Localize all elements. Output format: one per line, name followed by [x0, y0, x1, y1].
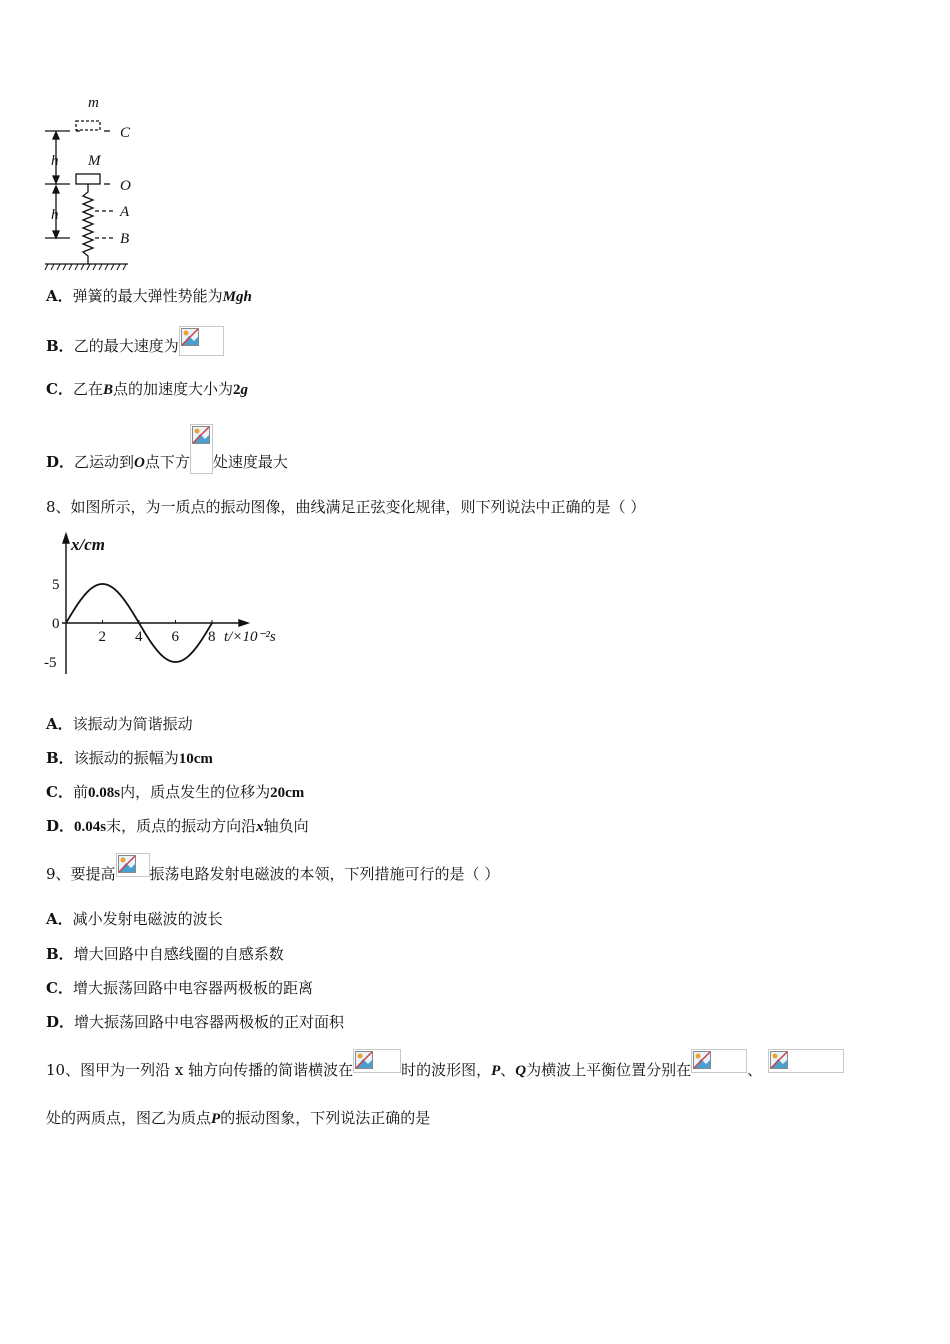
vibration-chart	[40, 530, 290, 680]
label-C: C	[120, 125, 131, 141]
q7-option-c: C．乙在B点的加速度大小为2g	[46, 380, 248, 398]
x-tick-label: 4	[135, 629, 143, 645]
x-tick-label: 6	[171, 629, 179, 645]
q9-option-b: B．增大回路中自感线圈的自感系数	[46, 945, 284, 963]
y-tick-label: -5	[44, 655, 57, 671]
broken-image-icon	[355, 1051, 373, 1069]
q7-option-b: B．乙的最大速度为	[46, 332, 224, 362]
broken-image-icon	[770, 1051, 788, 1069]
y-tick-label: 5	[52, 577, 60, 593]
label-B: B	[120, 231, 130, 247]
q9-option-a: A．减小发射电磁波的波长	[46, 910, 223, 928]
y-axis-label: x/cm	[71, 535, 105, 554]
q8-option-a: A．该振动为简谐振动	[46, 715, 193, 733]
label-h-lower: h	[51, 207, 59, 223]
q9-option-d: D．增大振荡回路中电容器两极板的正对面积	[46, 1013, 345, 1031]
q8-stem: 8、如图所示，为一质点的振动图像，曲线满足正弦变化规律，则下列说法中正确的是（ ）	[46, 498, 646, 516]
q9-stem: 9、要提高 振荡电路发射电磁波的本领，下列措施可行的是（ ）	[46, 863, 499, 887]
q10-stem-line1: 10、图甲为一列沿 x 轴方向传播的简谐横波在 时的波形图，P、Q为横波上平衡位置分别在 、	[46, 1059, 844, 1083]
x-axis-label: t/×10⁻²s	[224, 629, 276, 645]
q8-option-b: B．该振动的振幅为10cm	[46, 749, 213, 767]
broken-image-icon	[181, 328, 199, 346]
formula-image-placeholder	[691, 1049, 747, 1073]
formula-image-placeholder	[768, 1049, 844, 1073]
q8-option-d: D．0.04s末，质点的振动方向沿x轴负向	[46, 817, 309, 835]
y-tick-label: 0	[52, 616, 60, 632]
label-m: m	[88, 95, 99, 111]
q9-option-c: C．增大振荡回路中电容器两极板的距离	[46, 979, 313, 997]
label-h-upper: h	[51, 153, 59, 169]
q7-option-a: A．弹簧的最大弹性势能为Mgh	[46, 287, 252, 305]
q10-stem-line2: 处的两质点，图乙为质点P的振动图象，下列说法正确的是	[46, 1109, 431, 1127]
spring-figure	[40, 92, 140, 274]
label-M: M	[88, 153, 101, 169]
label-O: O	[120, 178, 131, 194]
formula-image-placeholder	[353, 1049, 401, 1073]
formula-image-placeholder	[190, 424, 213, 474]
x-tick-label: 2	[98, 629, 106, 645]
broken-image-icon	[192, 426, 210, 444]
q7-option-d: D．乙运动到O点下方 处速度最大	[46, 438, 288, 488]
broken-image-icon	[118, 855, 136, 873]
formula-image-placeholder	[116, 853, 150, 877]
q8-option-c: C．前0.08s内，质点发生的位移为20cm	[46, 783, 305, 801]
label-A: A	[120, 204, 130, 220]
formula-image-placeholder	[179, 326, 224, 356]
broken-image-icon	[693, 1051, 711, 1069]
x-tick-label: 8	[208, 629, 216, 645]
